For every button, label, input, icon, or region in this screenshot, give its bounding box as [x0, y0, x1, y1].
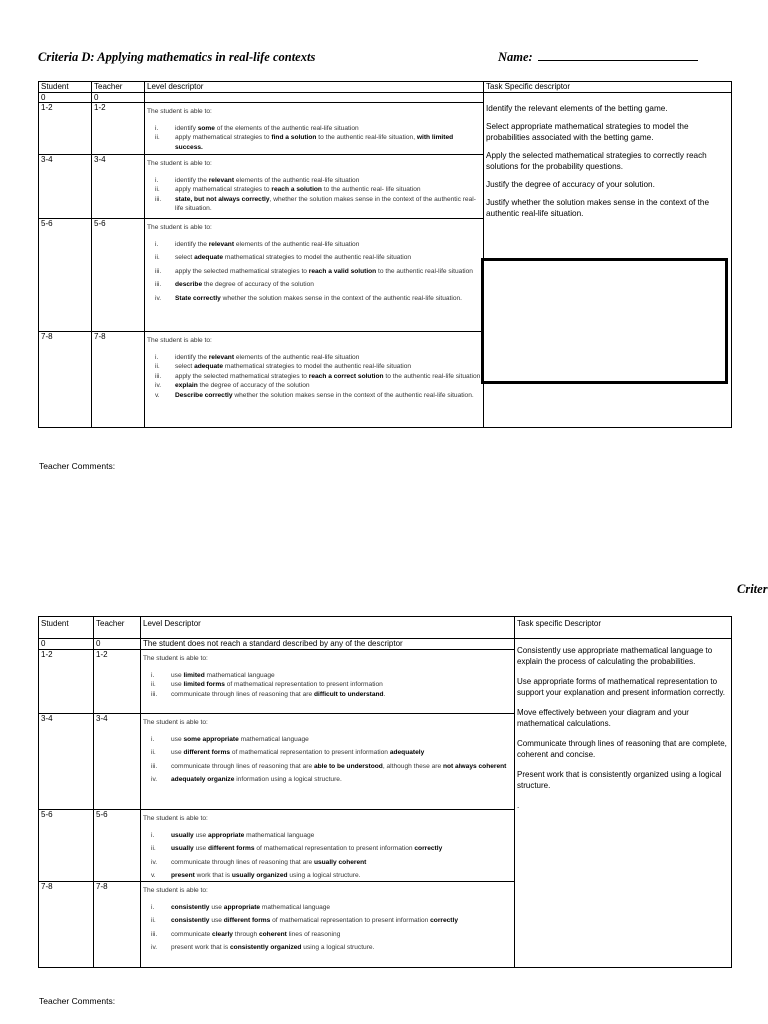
descriptor-item: [147, 240, 481, 250]
descriptor-item-text: apply mathematical strategies to reach a solution to the authentic real- life situation: [175, 186, 421, 194]
descriptor-item-text: use limited forms of mathematical representation to present information: [171, 681, 383, 689]
descriptor-item-number: i.: [155, 124, 159, 132]
teacher-score: 1-2: [94, 650, 141, 714]
descriptor-item: [143, 903, 512, 913]
task-item: Communicate through lines of reasoning that are complete, coherent and concise.: [517, 739, 727, 759]
descriptor-intro: The student is able to:: [143, 887, 208, 894]
teacher-score: 3-4: [94, 714, 141, 810]
header-level-descriptor: Level descriptor: [145, 82, 484, 93]
descriptor-item-number: iv.: [151, 944, 158, 952]
descriptor-item: [143, 680, 512, 690]
descriptor-item-text: use different forms of mathematical representation to present information adequately: [171, 749, 425, 757]
descriptor-item-number: iii.: [155, 372, 162, 380]
descriptor-item-text: State correctly whether the solution makes sense in the context of the authentic real-life situation.: [175, 294, 462, 302]
descriptor-item: [143, 775, 512, 785]
student-score: 3-4: [39, 714, 94, 810]
student-score: 5-6: [39, 810, 94, 882]
teacher-score-0: 0: [94, 639, 141, 650]
descriptor-item-text: adequately organize information using a logical structure.: [171, 776, 342, 784]
level-descriptor-cell: [141, 650, 515, 714]
descriptor-item-number: v.: [151, 872, 156, 880]
level-descriptor-cell: [145, 219, 484, 332]
descriptor-item-number: ii.: [151, 749, 156, 757]
student-score-0: 0: [39, 93, 92, 103]
descriptor-item-number: i.: [155, 176, 159, 184]
level-0-descriptor: The student does not reach a standard described by any of the descriptor: [141, 639, 515, 650]
criteria-d-title: Criteria D: Applying mathematics in real-life contexts: [38, 50, 316, 64]
descriptor-item-number: iv.: [155, 294, 162, 302]
descriptor-item-number: ii.: [155, 186, 160, 194]
descriptor-item: [143, 930, 512, 940]
descriptor-intro: The student is able to:: [143, 719, 208, 726]
teacher-score: 7-8: [94, 882, 141, 968]
student-score-0: 0: [39, 639, 94, 650]
level-descriptor-cell: [141, 714, 515, 810]
teacher-comments-label-1: Teacher Comments:: [39, 461, 116, 471]
descriptor-item-number: iii.: [151, 762, 158, 770]
descriptor-item-text: communicate through lines of reasoning that are usually coherent: [171, 858, 367, 866]
descriptor-intro: The student is able to:: [147, 108, 212, 115]
descriptor-item: [143, 762, 512, 772]
descriptor-item-text: communicate through lines of reasoning that are able to be understood, although these are not always coherent: [171, 762, 507, 770]
level-descriptor-cell: [145, 155, 484, 219]
descriptor-item-number: iii.: [155, 267, 162, 275]
descriptor-list: [147, 353, 481, 401]
descriptor-item-text: use limited mathematical language: [171, 671, 275, 679]
descriptor-list: [143, 831, 512, 881]
descriptor-item-number: i.: [151, 671, 155, 679]
descriptor-item-number: i.: [151, 735, 155, 743]
header-student: Student: [39, 82, 92, 93]
task-item: Move effectively between your diagram and your mathematical calculations.: [517, 708, 689, 728]
descriptor-item-text: identify the relevant elements of the authentic real-life situation: [175, 176, 360, 184]
descriptor-item-number: ii.: [151, 845, 156, 853]
student-score: 1-2: [39, 103, 92, 155]
task-specific-cell: [515, 639, 732, 968]
descriptor-item-text: usually use appropriate mathematical language: [171, 831, 315, 839]
descriptor-item-text: communicate clearly through coherent lines of reasoning: [171, 930, 341, 938]
descriptor-item: [143, 844, 512, 854]
level-0-empty: [145, 93, 484, 103]
descriptor-item: [143, 831, 512, 841]
descriptor-item-text: apply the selected mathematical strategies to reach a valid solution to the authentic real-life situation: [175, 267, 473, 275]
teacher-score-0: 0: [92, 93, 145, 103]
descriptor-item: [147, 133, 481, 152]
student-score: 3-4: [39, 155, 92, 219]
teacher-score: 7-8: [92, 332, 145, 428]
descriptor-item-text: present work that is usually organized using a logical structure.: [171, 872, 361, 880]
teacher-score: 5-6: [94, 810, 141, 882]
descriptor-item-number: i.: [151, 903, 155, 911]
student-score: 1-2: [39, 650, 94, 714]
task-item: Consistently use appropriate mathematical language to explain the process of calculating the probabilities.: [517, 646, 713, 666]
descriptor-item: [147, 280, 481, 290]
descriptor-list: [143, 903, 512, 953]
descriptor-item-number: ii.: [151, 681, 156, 689]
descriptor-item: [143, 943, 512, 953]
header-student: Student: [39, 617, 94, 639]
criteria-title-cut: Criter: [737, 582, 768, 596]
student-score: 5-6: [39, 219, 92, 332]
descriptor-item-text: select adequate mathematical strategies to model the authentic real-life situation: [175, 254, 412, 262]
descriptor-item-number: ii.: [155, 254, 160, 262]
descriptor-item: [143, 690, 512, 700]
descriptor-item: [143, 858, 512, 868]
task-item: Justify whether the solution makes sense in the context of the authentic real-life situation.: [486, 198, 710, 218]
descriptor-item-text: present work that is consistently organized using a logical structure.: [171, 944, 375, 952]
descriptor-item: [147, 176, 481, 186]
descriptor-intro: The student is able to:: [147, 160, 212, 167]
descriptor-item: [143, 916, 512, 926]
header-task-descriptor: Task specific Descriptor: [515, 617, 732, 639]
descriptor-item-text: apply the selected mathematical strategies to reach a correct solution to the authentic real-life situation: [175, 372, 481, 380]
student-score: 7-8: [39, 882, 94, 968]
student-score: 7-8: [39, 332, 92, 428]
name-label: Name:: [498, 50, 536, 64]
descriptor-item: [147, 381, 481, 391]
descriptor-item: [147, 267, 481, 277]
descriptor-item: [147, 185, 481, 195]
descriptor-intro: The student is able to:: [143, 815, 208, 822]
descriptor-item-text: consistently use appropriate mathematical language: [171, 903, 331, 911]
descriptor-item-number: ii.: [151, 917, 156, 925]
descriptor-item-text: describe the degree of accuracy of the solution: [175, 281, 314, 289]
descriptor-item-number: iii.: [151, 690, 158, 698]
descriptor-item-number: i.: [151, 831, 155, 839]
level-descriptor-cell: [141, 810, 515, 882]
descriptor-item-text: explain the degree of accuracy of the solution: [175, 382, 310, 390]
task-item: Apply the selected mathematical strategies to correctly reach solutions for the probability questions.: [486, 151, 707, 171]
descriptor-item-text: use some appropriate mathematical language: [171, 735, 309, 743]
task-item: .: [517, 801, 520, 810]
header-level-descriptor: Level Descriptor: [141, 617, 515, 639]
descriptor-item: [143, 748, 512, 758]
descriptor-intro: The student is able to:: [147, 224, 212, 231]
teacher-score: 3-4: [92, 155, 145, 219]
descriptor-list: [147, 240, 481, 304]
descriptor-intro: The student is able to:: [147, 337, 212, 344]
teacher-score: 1-2: [92, 103, 145, 155]
descriptor-item-number: iii.: [155, 195, 162, 203]
teacher-comments-label-2: Teacher Comments:: [39, 996, 116, 1006]
task-item: Justify the degree of accuracy of your solution.: [486, 180, 655, 189]
descriptor-item-number: iv.: [151, 858, 158, 866]
score-box: [481, 258, 728, 384]
descriptor-item: [143, 735, 512, 745]
descriptor-item-text: identify some of the elements of the authentic real-life situation: [175, 124, 359, 132]
descriptor-item-text: communicate through lines of reasoning that are difficult to understand.: [171, 690, 386, 698]
descriptor-item: [147, 294, 481, 304]
descriptor-item-text: state, but not always correctly, whether the solution makes sense in the context of the authentic real-life situation.: [175, 195, 476, 213]
descriptor-item-text: identify the relevant elements of the authentic real-life situation: [175, 240, 360, 248]
descriptor-item-number: iv.: [151, 776, 158, 784]
descriptor-item-text: apply mathematical strategies to find a solution to the authentic real-life situation, with limited success.: [175, 134, 454, 151]
descriptor-item-number: ii.: [155, 134, 160, 142]
descriptor-item-number: iii.: [155, 281, 162, 289]
descriptor-list: [147, 124, 481, 153]
name-field[interactable]: [498, 50, 698, 65]
descriptor-item: [143, 871, 512, 881]
header-teacher: Teacher: [92, 82, 145, 93]
header-task-descriptor: Task Specific descriptor: [484, 82, 732, 93]
level-descriptor-cell: [145, 332, 484, 428]
descriptor-item-text: select adequate mathematical strategies to model the authentic real-life situation: [175, 363, 412, 371]
name-underline: [538, 50, 698, 61]
criteria-c-rubric-table: [38, 616, 732, 968]
descriptor-item-number: v.: [155, 391, 160, 399]
level-descriptor-cell: [141, 882, 515, 968]
descriptor-item-number: iii.: [151, 930, 158, 938]
task-item: Select appropriate mathematical strategies to model the probabilities associated with the betting game.: [486, 122, 689, 142]
descriptor-item-number: iv.: [155, 382, 162, 390]
descriptor-item: [147, 124, 481, 134]
descriptor-item: [147, 195, 481, 214]
task-item: Identify the relevant elements of the betting game.: [486, 104, 668, 113]
descriptor-item: [147, 391, 481, 401]
descriptor-list: [143, 671, 512, 700]
descriptor-item: [147, 353, 481, 363]
descriptor-intro: The student is able to:: [143, 655, 208, 662]
level-descriptor-cell: [145, 103, 484, 155]
descriptor-item-text: consistently use different forms of mathematical representation to present information correctly: [171, 917, 458, 925]
descriptor-item: [143, 671, 512, 681]
descriptor-item-text: identify the relevant elements of the authentic real-life situation: [175, 353, 360, 361]
descriptor-item-text: usually use different forms of mathematical representation to present information correctly: [171, 845, 443, 853]
teacher-score: 5-6: [92, 219, 145, 332]
header-teacher: Teacher: [94, 617, 141, 639]
descriptor-item-text: Describe correctly whether the solution makes sense in the context of the authentic real-life situation.: [175, 391, 474, 399]
descriptor-item: [147, 372, 481, 382]
descriptor-item-number: ii.: [155, 363, 160, 371]
task-item: Present work that is consistently organized using a logical structure.: [517, 770, 722, 790]
descriptor-item-number: i.: [155, 353, 159, 361]
descriptor-item: [147, 253, 481, 263]
descriptor-item-number: i.: [155, 240, 159, 248]
descriptor-item: [147, 362, 481, 372]
descriptor-list: [143, 735, 512, 785]
descriptor-list: [147, 176, 481, 214]
task-item: Use appropriate forms of mathematical representation to support your explanation and present information correctly.: [517, 677, 725, 697]
